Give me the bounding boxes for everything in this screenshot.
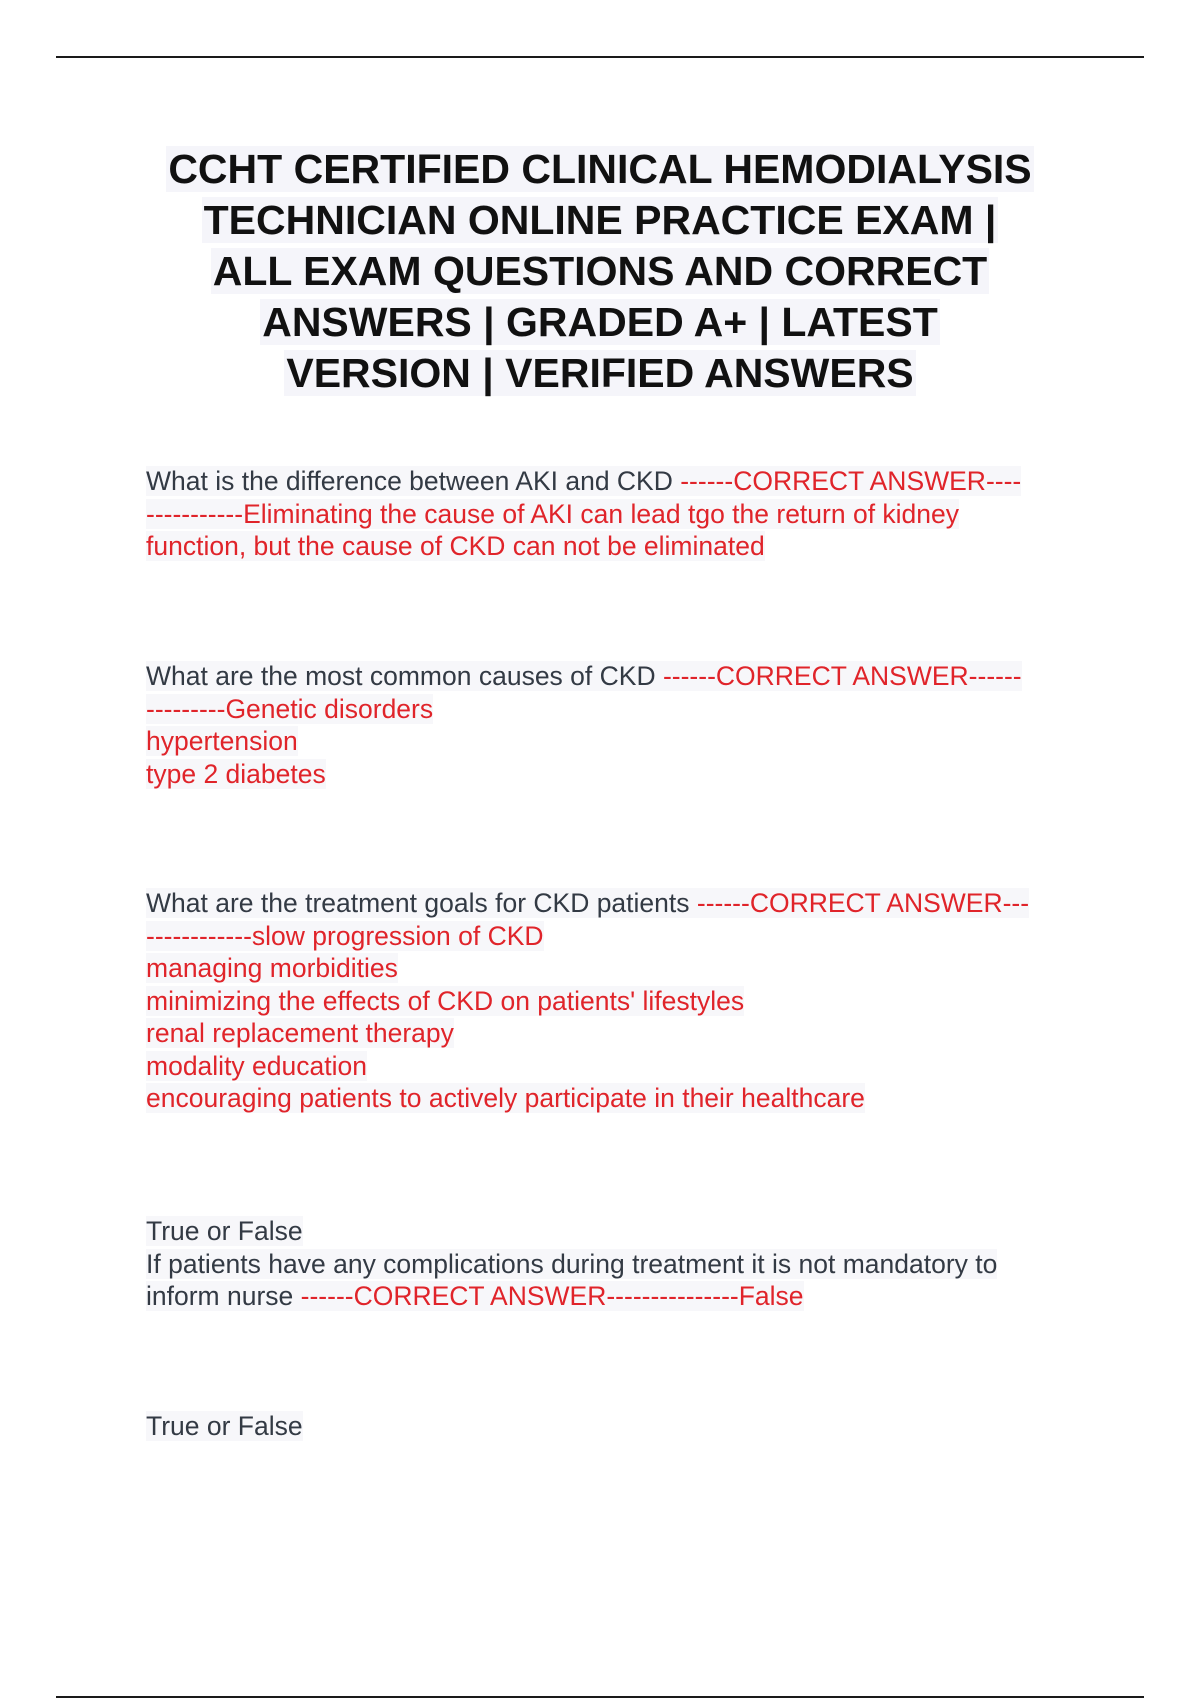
correct-answer-label: CORRECT ANSWER	[749, 888, 1003, 918]
question-text: What are the most common causes of CKD	[146, 661, 656, 691]
qa-item-2	[146, 660, 1096, 790]
answer-text: False	[738, 1281, 804, 1311]
answer-text: Genetic disorders	[225, 693, 434, 724]
answer-text: encouraging patients to actively participate in their healthcare	[146, 1083, 865, 1113]
question-text: What are the treatment goals for CKD patients	[146, 888, 690, 918]
title-line-5: VERSION | VERIFIED ANSWERS	[286, 350, 914, 396]
answer-separator: ------	[672, 466, 734, 496]
answer-separator: ------------	[146, 920, 252, 951]
question-text: True or False	[146, 1216, 303, 1246]
answer-text: function, but the cause of CKD can not be eliminated	[146, 531, 765, 561]
answer-separator: ------	[293, 1281, 354, 1311]
correct-answer-label: CORRECT ANSWER	[715, 661, 969, 691]
qa-item-1	[146, 465, 1096, 563]
answer-separator: ------	[655, 661, 716, 691]
question-text: If patients have any complications during treatment it is not mandatory to	[146, 1248, 998, 1279]
answer-separator: ------	[968, 661, 1022, 691]
answer-text: managing morbidities	[146, 953, 398, 983]
correct-answer-label: CORRECT ANSWER	[733, 466, 986, 496]
top-rule	[56, 56, 1144, 58]
title-line-2: TECHNICIAN ONLINE PRACTICE EXAM |	[203, 197, 997, 243]
answer-text: Eliminating the cause of AKI can lead tgo the return of kidney	[243, 498, 960, 529]
question-text: inform nurse	[146, 1281, 294, 1311]
qa-item-5	[146, 1410, 1096, 1443]
answer-separator: -----------	[146, 498, 244, 529]
answer-separator: ---------	[146, 693, 226, 724]
answer-text: slow progression of CKD	[251, 920, 544, 951]
answer-text: minimizing the effects of CKD on patients' lifestyles	[146, 985, 745, 1016]
qa-item-4	[146, 1215, 1096, 1313]
answer-text: hypertension	[146, 726, 298, 756]
answer-text: type 2 diabetes	[146, 758, 326, 789]
answer-separator: ---------------	[606, 1281, 739, 1311]
title-line-4: ANSWERS | GRADED A+ | LATEST	[262, 299, 938, 345]
question-text: True or False	[146, 1411, 303, 1441]
answer-separator: ----	[985, 466, 1022, 496]
answer-text: modality education	[146, 1050, 367, 1081]
answer-separator: ---	[1002, 888, 1030, 918]
correct-answer-label: CORRECT ANSWER	[353, 1281, 607, 1311]
title-line-1: CCHT CERTIFIED CLINICAL HEMODIALYSIS	[168, 146, 1032, 192]
qa-item-3	[146, 887, 1096, 1115]
document-title	[100, 144, 1100, 399]
question-text: What is the difference between AKI and CKD	[146, 466, 673, 496]
bottom-rule	[56, 1696, 1144, 1698]
title-line-3: ALL EXAM QUESTIONS AND CORRECT	[212, 248, 988, 294]
answer-text: renal replacement therapy	[146, 1018, 454, 1048]
answer-separator: ------	[689, 888, 750, 918]
